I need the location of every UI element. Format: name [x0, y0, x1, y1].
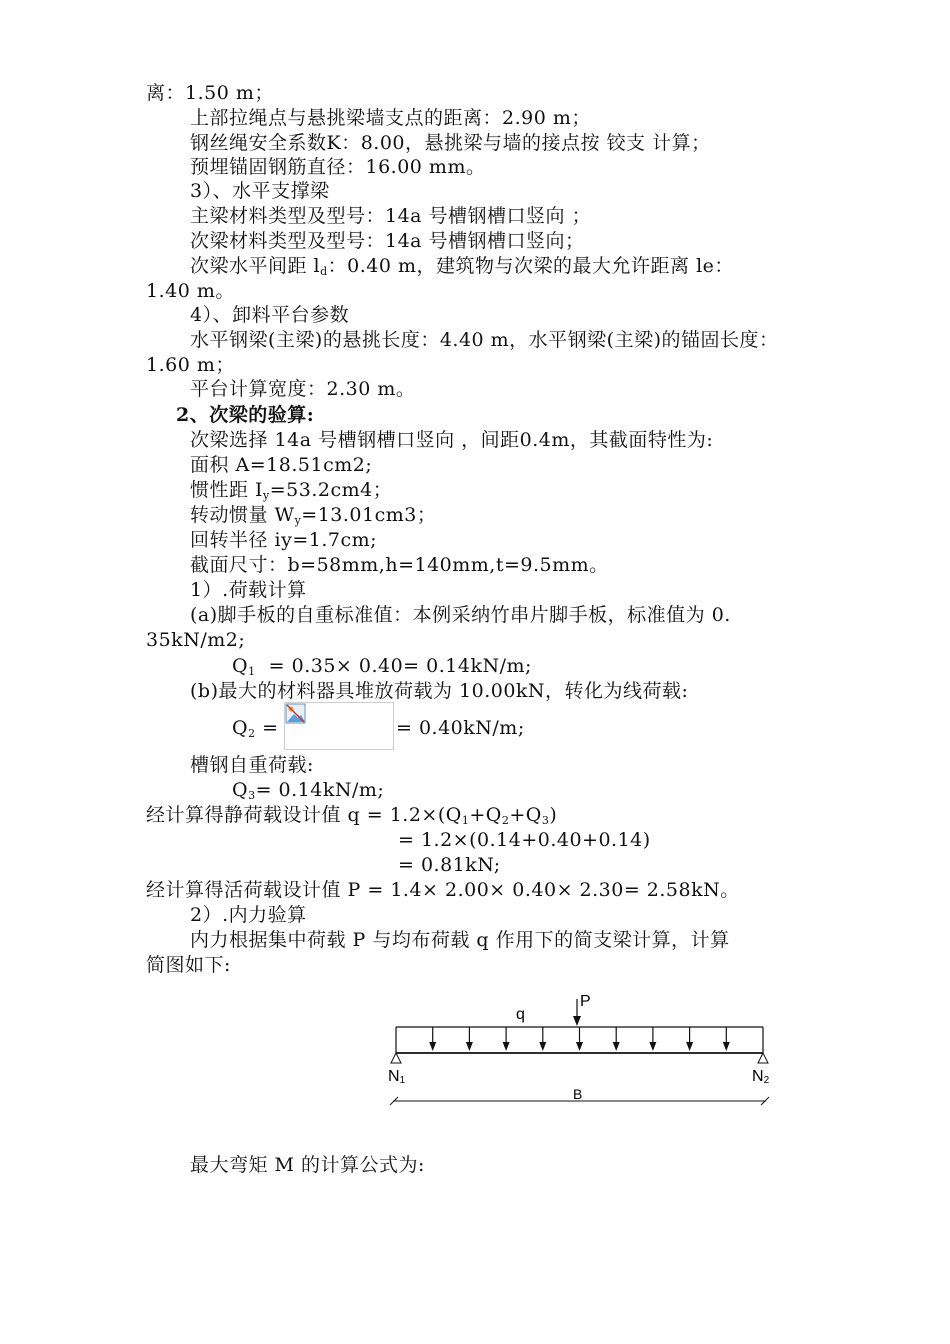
load-arrowhead [429, 1042, 436, 1051]
text-line: 水平钢梁(主梁)的悬挑长度：4.40 m，水平钢梁(主梁)的锚固长度： [190, 329, 779, 351]
section-heading: 3）、水平支撑梁 [190, 180, 330, 202]
text-line: 离：1.50 m； [146, 82, 274, 104]
point-load-label: P [580, 993, 591, 1010]
text-line: (b)最大的材料器具堆放荷载为 10.00kN，转化为线荷载: [190, 680, 689, 702]
text-line: 内力根据集中荷载 P 与均布荷载 q 作用下的简支梁计算，计算 [190, 929, 730, 951]
text-line: 面积 A=18.51cm2; [190, 454, 373, 476]
section-heading: 4）、卸料平台参数 [190, 304, 350, 326]
text-line: (a)脚手板的自重标准值：本例采纳竹串片脚手板，标准值为 0. [190, 604, 731, 626]
text-line: 1.40 m。 [146, 280, 235, 302]
text-line: 次梁水平间距 $l_d$：0.40 m，建筑物与次梁的最大允许距离 le： [190, 255, 734, 278]
load-arrowhead [649, 1042, 656, 1051]
formula-line: = 0.81kN; [398, 854, 501, 876]
text-line: 回转半径 iy=1.7cm; [190, 529, 378, 551]
text-line: 截面尺寸：b=58mm,h=140mm,t=9.5mm。 [190, 554, 609, 576]
text-line: 预埋锚固钢筋直径：16.00 mm。 [190, 156, 486, 178]
formula-line: $Q_3= 0.14kN/m$; [232, 779, 385, 802]
text-line: 简图如下: [146, 954, 231, 976]
text-line: 次梁材料类型及型号：14a 号槽钢槽口竖向； [190, 230, 585, 252]
text-line: 最大弯矩 M 的计算公式为: [190, 1154, 425, 1176]
formula-line: = 1.2×(0.14+0.40+0.14) [398, 829, 651, 851]
text-line: 次梁选择 14a 号槽钢槽口竖向 ，间距0.4m，其截面特性为: [190, 429, 714, 451]
right-support-label: N2 [752, 1068, 770, 1086]
simply-supported-beam-diagram [380, 985, 780, 1110]
text-line: 平台计算宽度：2.30 m。 [190, 378, 416, 400]
load-arrowhead [576, 1042, 583, 1051]
broken-image-placeholder [284, 702, 394, 750]
text-line: 上部拉绳点与悬挑梁墙支点的距离：2.90 m； [190, 107, 591, 129]
load-arrowhead [686, 1042, 693, 1051]
formula-line: = 0.40kN/m; [396, 717, 525, 739]
uniform-load-arrows [429, 1027, 730, 1051]
right-support-icon [758, 1053, 768, 1063]
uniform-load-label: q [516, 1006, 525, 1023]
broken-image-icon [285, 703, 307, 725]
left-support-label: N1 [388, 1068, 406, 1086]
text-line: 惯性距 $I_y=53.2cm4$； [190, 479, 393, 502]
text-line: 主梁材料类型及型号：14a 号槽钢槽口竖向 ； [190, 205, 592, 227]
subsection-heading: 1）.荷载计算 [190, 579, 307, 601]
text-line: 35kN/m2; [146, 629, 246, 651]
text-line: 转动惯量 $W_y=13.01cm3$； [190, 504, 437, 527]
section-title: 2、次梁的验算: [176, 404, 315, 426]
text-line: 钢丝绳安全系数K：8.00，悬挑梁与墙的接点按 铰支 计算； [190, 132, 711, 154]
load-arrowhead [466, 1042, 473, 1051]
formula-line: 经计算得静荷载设计值 $q = 1.2\times(Q_1+Q_2+Q_3)$ [146, 804, 558, 827]
formula-line: $Q_2$ = [232, 717, 279, 740]
left-support-icon [391, 1053, 401, 1063]
formula-line: 经计算得活荷载设计值 P = 1.4× 2.00× 0.40× 2.30= 2.58kN。 [146, 879, 740, 901]
span-label: B [573, 1086, 583, 1102]
subsection-heading: 2）.内力验算 [190, 904, 307, 926]
text-line: 1.60 m； [146, 354, 235, 376]
text-line: 槽钢自重荷载: [190, 754, 314, 776]
load-arrowhead [539, 1042, 546, 1051]
point-load-arrowhead [573, 1016, 581, 1026]
load-arrowhead [613, 1042, 620, 1051]
formula-line: $Q_1 = 0.35\times 0.40= 0.14kN/m$; [232, 655, 532, 678]
load-arrowhead [503, 1042, 510, 1051]
load-arrowhead [723, 1042, 730, 1051]
